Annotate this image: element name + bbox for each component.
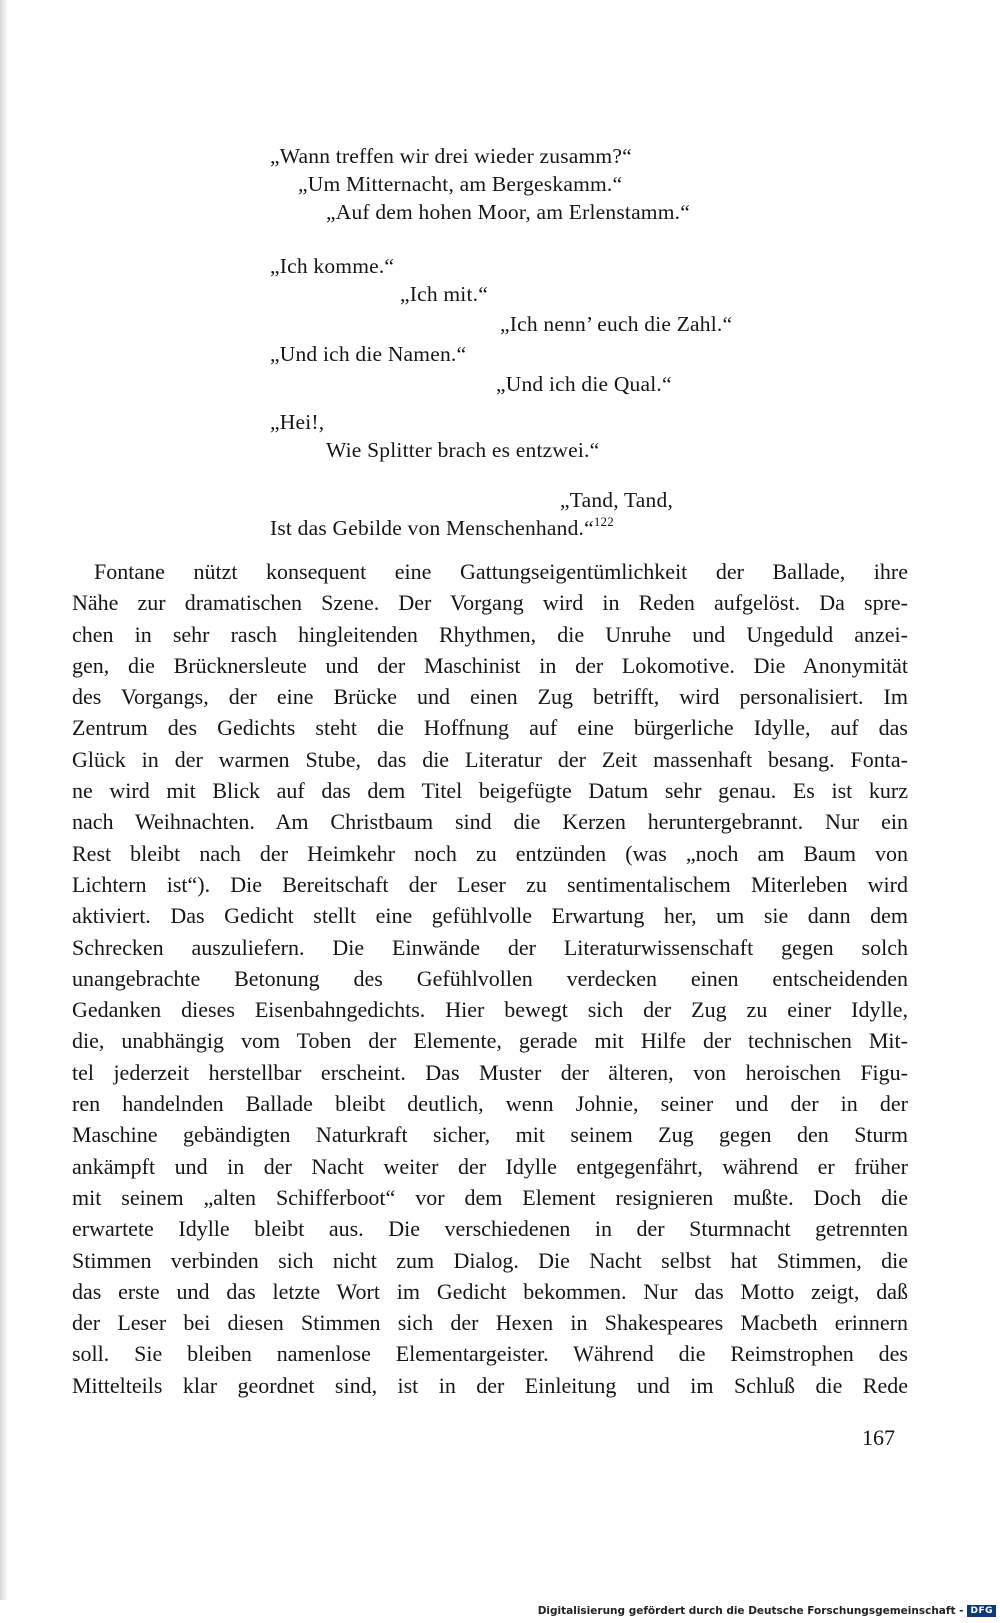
dfg-logo: DFG (967, 1605, 996, 1617)
verse-line: „Hei!, (270, 410, 325, 434)
text-line: das erste und das letzte Wort im Gedicht bekommen. Nur das Motto zeigt, daß (72, 1278, 908, 1304)
verse-line-with-footnote (270, 514, 614, 542)
verse-line: „Und ich die Namen.“ (270, 342, 467, 366)
text-line: erwartete Idylle bleibt aus. Die verschiedenen in der Sturmnacht getrennten (72, 1216, 908, 1242)
text-line: aktiviert. Das Gedicht stellt eine gefühlvolle Erwartung her, um sie dann dem (72, 903, 908, 929)
digitization-footer (538, 1603, 996, 1619)
text-line: Lichtern ist“). Die Bereitschaft der Leser zu sentimentalischem Miterleben wird (72, 871, 908, 897)
text-line: der Leser bei diesen Stimmen sich der Hexen in Shakespeares Macbeth erinnern (72, 1310, 908, 1336)
body-paragraph (72, 556, 908, 1401)
text-line: Gedanken dieses Eisenbahngedichts. Hier bewegt sich der Zug zu einer Idylle, (72, 997, 908, 1023)
text-line: ankämpft und in der Nacht weiter der Idylle entgegenfährt, während er früher (72, 1153, 908, 1179)
verse-line: Wie Splitter brach es entzwei.“ (326, 438, 600, 462)
verse-text: Ist das Gebilde von Menschenhand.“ (270, 516, 594, 540)
text-line: gen, die Brücknersleute und der Maschinist in der Lokomotive. Die Anonymität (72, 652, 908, 678)
verse-line: „Auf dem hohen Moor, am Erlenstamm.“ (326, 200, 690, 224)
text-line: chen in sehr rasch hingleitenden Rhythmen, die Unruhe und Ungeduld anzei- (72, 621, 908, 647)
verse-line: „Um Mitternacht, am Bergeskamm.“ (298, 172, 623, 196)
verse-line: „Ich nenn’ euch die Zahl.“ (500, 312, 733, 336)
verse-line: „Wann treffen wir drei wieder zusamm?“ (270, 144, 632, 168)
scan-edge-shadow (0, 0, 8, 1600)
text-line: Nähe zur dramatischen Szene. Der Vorgang wird in Reden aufgelöst. Da spre- (72, 590, 908, 616)
text-line: nach Weihnachten. Am Christbaum sind die Kerzen heruntergebrannt. Nur ein (72, 809, 908, 835)
text-line: Fontane nützt konsequent eine Gattungseigentümlichkeit der Ballade, ihre (94, 559, 908, 584)
verse-line: „Ich mit.“ (400, 282, 488, 306)
text-line: Schrecken auszuliefern. Die Einwände der Literaturwissenschaft gegen solch (72, 934, 908, 960)
text-line: Glück in der warmen Stube, das die Literatur der Zeit massenhaft besang. Fonta- (72, 746, 908, 772)
text-line: Stimmen verbinden sich nicht zum Dialog. Die Nacht selbst hat Stimmen, die (72, 1247, 908, 1273)
verse-line: „Und ich die Qual.“ (496, 372, 672, 396)
text-line: Zentrum des Gedichts steht die Hoffnung auf eine bürgerliche Idylle, auf das (72, 715, 908, 741)
funding-notice: Digitalisierung gefördert durch die Deutsche Forschungsgemeinschaft - (537, 1605, 964, 1617)
text-line: mit seinem „alten Schifferboot“ vor dem Element resignieren mußte. Doch die (72, 1184, 908, 1210)
text-line: die, unabhängig vom Toben der Elemente, gerade mit Hilfe der technischen Mit- (72, 1028, 908, 1054)
text-line: tel jederzeit herstellbar erscheint. Das Muster der älteren, von heroischen Figu- (72, 1059, 908, 1085)
verse-line: „Tand, Tand, (560, 488, 674, 512)
text-line: unangebrachte Betonung des Gefühlvollen verdecken einen entscheidenden (72, 965, 908, 991)
text-line: des Vorgangs, der eine Brücke und einen Zug betrifft, wird personalisiert. Im (72, 684, 908, 710)
verse-line: „Ich komme.“ (270, 254, 395, 278)
page-number: 167 (862, 1425, 895, 1450)
text-line: Rest bleibt nach der Heimkehr noch zu entzünden (was „noch am Baum von (72, 840, 908, 866)
text-line: ne wird mit Blick auf das dem Titel beigefügte Datum sehr genau. Es ist kurz (72, 778, 908, 804)
footnote-reference: 122 (593, 514, 614, 529)
text-line: Mittelteils klar geordnet sind, ist in der Einleitung und im Schluß die Rede (72, 1372, 908, 1398)
text-line: Maschine gebändigten Naturkraft sicher, mit seinem Zug gegen den Sturm (72, 1122, 908, 1148)
text-line: soll. Sie bleiben namenlose Elementargeister. Während die Reimstrophen des (72, 1341, 908, 1367)
text-line: ren handelnden Ballade bleibt deutlich, wenn Johnie, seiner und der in der (72, 1091, 908, 1117)
